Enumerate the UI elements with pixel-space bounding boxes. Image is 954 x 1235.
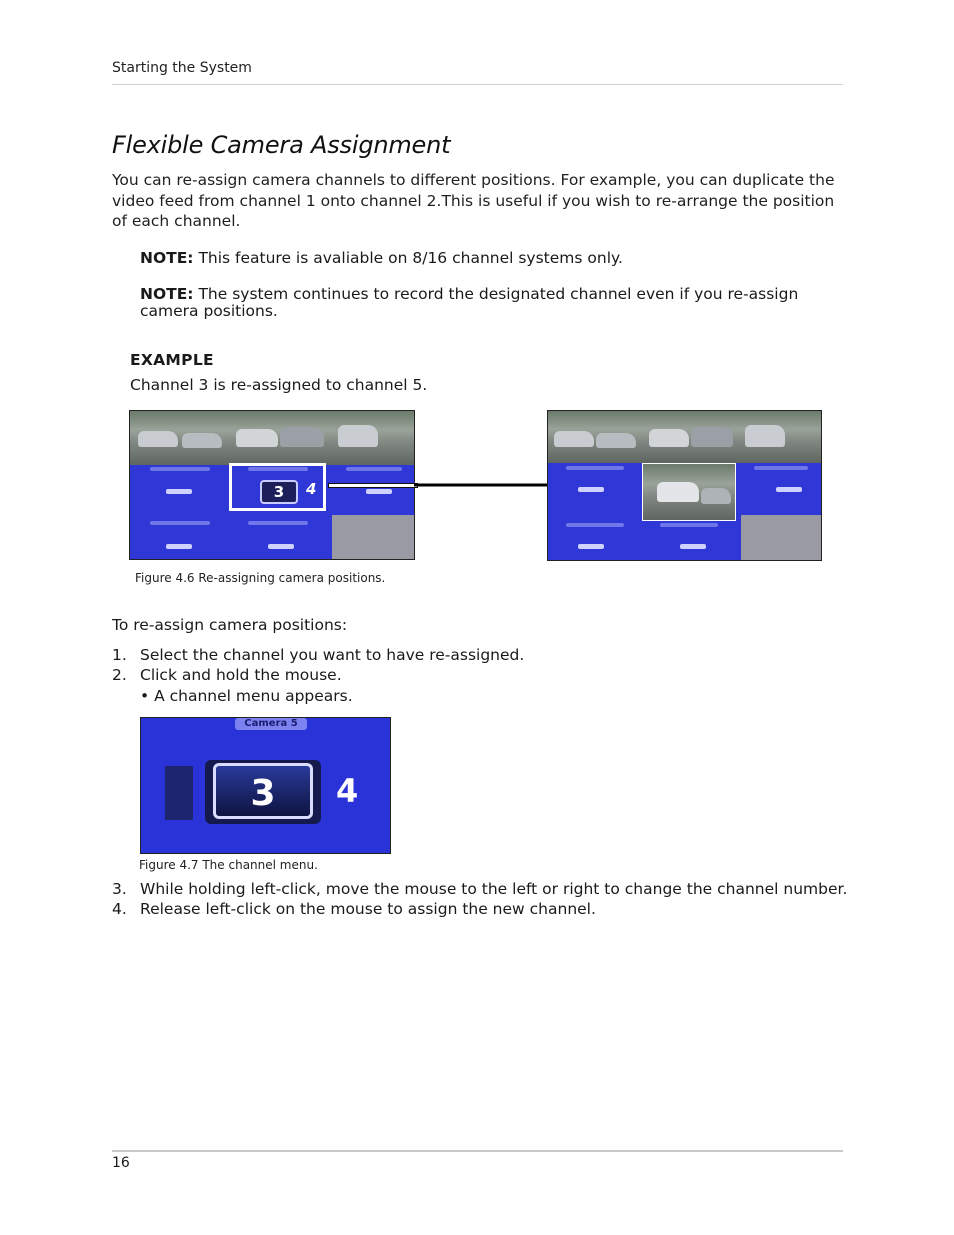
step-number: 1. [112,646,127,664]
step-text: While holding left-click, move the mouse to the left or right to change the channel number. [140,880,848,898]
connector-line [328,483,418,488]
camera-pane-2 [643,411,737,463]
note-label: NOTE: [140,285,194,303]
step-3 [112,880,847,898]
page-number: 16 [112,1155,130,1171]
camera-pane-3 [328,411,414,465]
note-text: This feature is avaliable on 8/16 channel systems only. [193,249,623,267]
note-1 [140,250,842,267]
step-text: Release left-click on the mouse to assign the new channel. [140,900,596,918]
note-2 [140,286,842,320]
footer-rule [112,1150,843,1152]
empty-pane [332,515,414,559]
note-label: NOTE: [140,249,194,267]
steps-intro: To re-assign camera positions: [112,616,348,634]
current-channel-tile: 3 [213,763,313,819]
example-heading: EXAMPLE [130,351,214,369]
example-text: Channel 3 is re-assigned to channel 5. [130,376,428,394]
camera-pane-1 [130,411,230,465]
step-1 [112,646,524,664]
figure-caption: Figure 4.6 Re-assigning camera positions. [135,571,386,585]
running-header: Starting the System [112,60,252,76]
camera-pane-3 [737,411,821,463]
next-channel-label: 4 [306,480,317,498]
step-2 [112,666,342,684]
step-number: 4. [112,900,127,918]
prev-channel-tile [165,766,193,820]
next-channel-tile: 4 [336,772,359,810]
note-text: The system continues to record the designated channel even if you re-assign camera positions. [140,285,799,320]
empty-pane [741,515,821,560]
selection-highlight [229,463,326,511]
camera-pane-1 [548,411,643,463]
camera-pane-2 [230,411,328,465]
step-2-bullet: • A channel menu appears. [140,687,353,705]
step-number: 2. [112,666,127,684]
step-text: Click and hold the mouse. [140,666,342,684]
intro-paragraph: You can re-assign camera channels to different positions. For example, you can duplicate the video feed from channel 1 onto channel 2.This is useful if you wish to re-arrange the position of each channel. [112,171,835,230]
step-text: Select the channel you want to have re-assigned. [140,646,525,664]
camera-pane-5-reassigned [642,463,736,521]
step-number: 3. [112,880,127,898]
step-4 [112,900,596,918]
figure-after-screenshot [547,410,822,561]
header-rule [112,84,843,85]
channel-menu-screenshot [140,717,391,854]
channel-selector: 3 [260,480,298,504]
section-title: Flexible Camera Assignment [112,131,451,159]
camera-label: Camera 5 [235,718,307,730]
figure-caption: Figure 4.7 The channel menu. [139,858,318,872]
